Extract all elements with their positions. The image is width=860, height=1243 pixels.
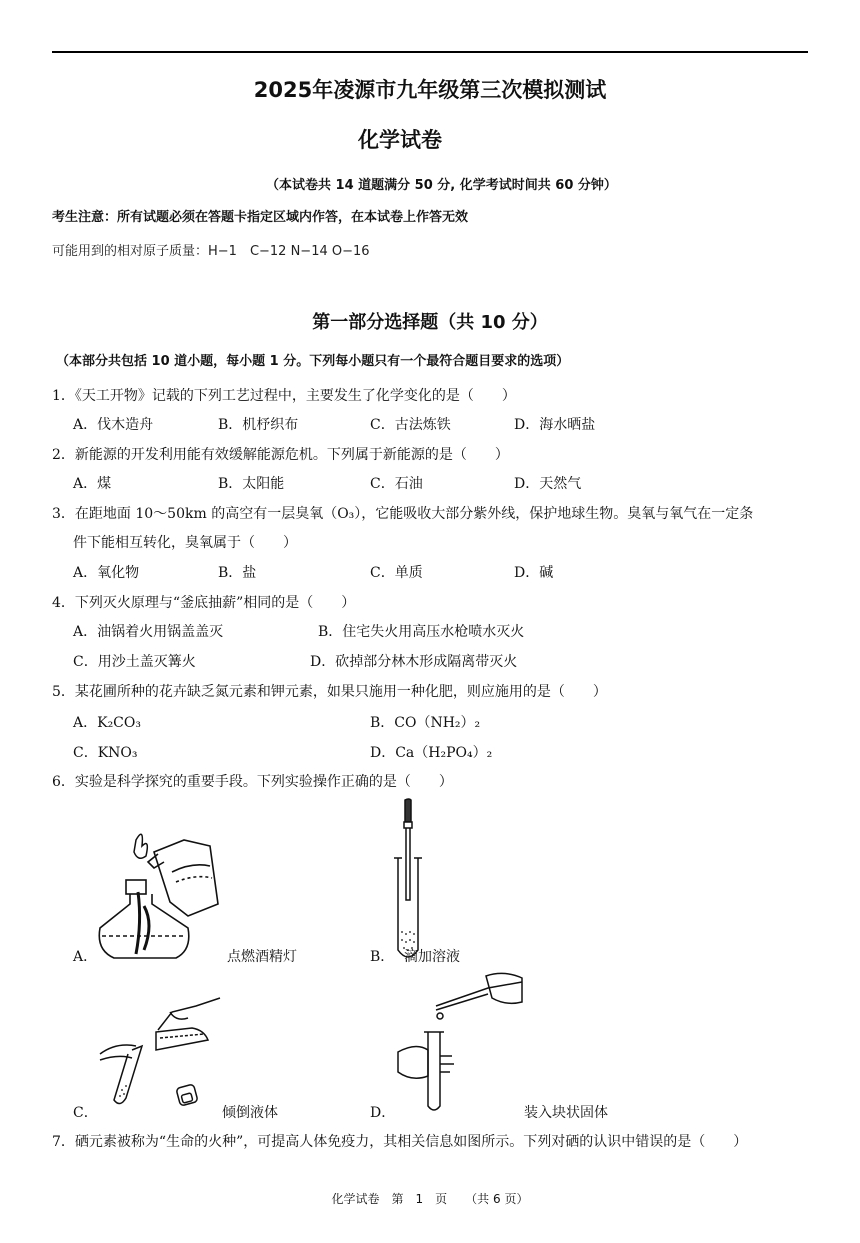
exam-subtitle: 化学试卷 [358, 128, 442, 152]
question-5-stem: 5．某花圃所种的花卉缺乏氮元素和钾元素，如果只施用一种化肥，则应施用的是（ ） [52, 684, 607, 700]
q4-option-a[interactable]: A．油锅着火用锅盖盖灭 [73, 624, 224, 640]
q4-option-d[interactable]: D．砍掉部分林木形成隔离带灭火 [310, 654, 518, 670]
q2-option-a[interactable]: A．煤 [73, 476, 112, 492]
q6-option-c[interactable]: C． [73, 1105, 98, 1121]
q6-option-b[interactable]: B． [370, 949, 395, 965]
q6-caption-a: 点燃酒精灯 [227, 949, 297, 965]
question-2-stem: 2．新能源的开发利用能有效缓解能源危机。下列属于新能源的是（ ） [52, 447, 509, 463]
question-1-stem: 1．《天工开物》记载的下列工艺过程中，主要发生了化学变化的是（ ） [52, 388, 516, 404]
question-3-stem: 3．在距地面 10～50km 的高空有一层臭氧（O₃），它能吸收大部分紫外线，保护地球生物。臭氧与氧气在一定条 [52, 506, 754, 522]
figure-b-dropper-test-tube [388, 800, 428, 965]
q5-option-c[interactable]: C．KNO₃ [73, 745, 138, 761]
q1-option-a[interactable]: A．伐木造舟 [73, 417, 154, 433]
q5-option-d[interactable]: D．Ca（H₂PO₄）₂ [370, 745, 493, 761]
q1-option-b[interactable]: B．机杼织布 [218, 417, 299, 433]
q3-option-a[interactable]: A．氧化物 [73, 565, 140, 581]
figure-d-lump-solid [396, 972, 526, 1118]
notice: 考生注意：所有试题必须在答题卡指定区域内作答，在本试卷上作答无效 [52, 210, 469, 225]
question-7-stem: 7．硒元素被称为“生命的火种”，可提高人体免疫力，其相关信息如图所示。下列对硒的认识中错误的是（ ） [52, 1134, 748, 1150]
atomic-mass: 可能用到的相对原子质量：H−1 C−12 N−14 O−16 [52, 244, 370, 259]
q6-option-d[interactable]: D． [370, 1105, 396, 1121]
q4-option-c[interactable]: C．用沙土盖灭篝火 [73, 654, 196, 670]
q2-option-b[interactable]: B．太阳能 [218, 476, 285, 492]
page-footer: 化学试卷 第 1 页 （共 6 页） [331, 1192, 529, 1206]
q5-option-a[interactable]: A．K₂CO₃ [73, 715, 141, 731]
figure-c-pouring-liquid [96, 994, 226, 1116]
q3-option-d[interactable]: D．碱 [514, 565, 554, 581]
question-3-stem-cont: 件下能相互转化，臭氧属于（ ） [73, 535, 297, 551]
q4-option-b[interactable]: B．住宅失火用高压水枪喷水灭火 [318, 624, 525, 640]
q2-option-d[interactable]: D．天然气 [514, 476, 582, 492]
exam-title: 2025年凌源市九年级第三次模拟测试 [253, 78, 607, 102]
q3-option-b[interactable]: B．盐 [218, 565, 257, 581]
exam-info: （本试卷共 14 道题满分 50 分, 化学考试时间共 60 分钟） [266, 178, 617, 193]
question-6-stem: 6．实验是科学探究的重要手段。下列实验操作正确的是（ ） [52, 774, 453, 790]
q2-option-c[interactable]: C．石油 [370, 476, 423, 492]
q1-option-c[interactable]: C．古法炼铁 [370, 417, 451, 433]
section-title: 第一部分选择题（共 10 分） [312, 312, 548, 333]
q6-option-a[interactable]: A． [73, 949, 98, 965]
q3-option-c[interactable]: C．单质 [370, 565, 423, 581]
q5-option-b[interactable]: B．CO（NH₂）₂ [370, 715, 481, 731]
figure-a-alcohol-lamp [92, 832, 222, 964]
q6-caption-d: 装入块状固体 [524, 1105, 608, 1121]
header-rule [52, 51, 808, 53]
q6-caption-c: 倾倒液体 [222, 1105, 278, 1121]
question-4-stem: 4．下列灭火原理与“釜底抽薪”相同的是（ ） [52, 595, 356, 611]
q1-option-d[interactable]: D．海水晒盐 [514, 417, 596, 433]
section-instruction: （本部分共包括 10 道小题，每小题 1 分。下列每小题只有一个最符合题目要求的选项） [56, 354, 570, 369]
q6-caption-b: 滴加溶液 [404, 949, 460, 965]
